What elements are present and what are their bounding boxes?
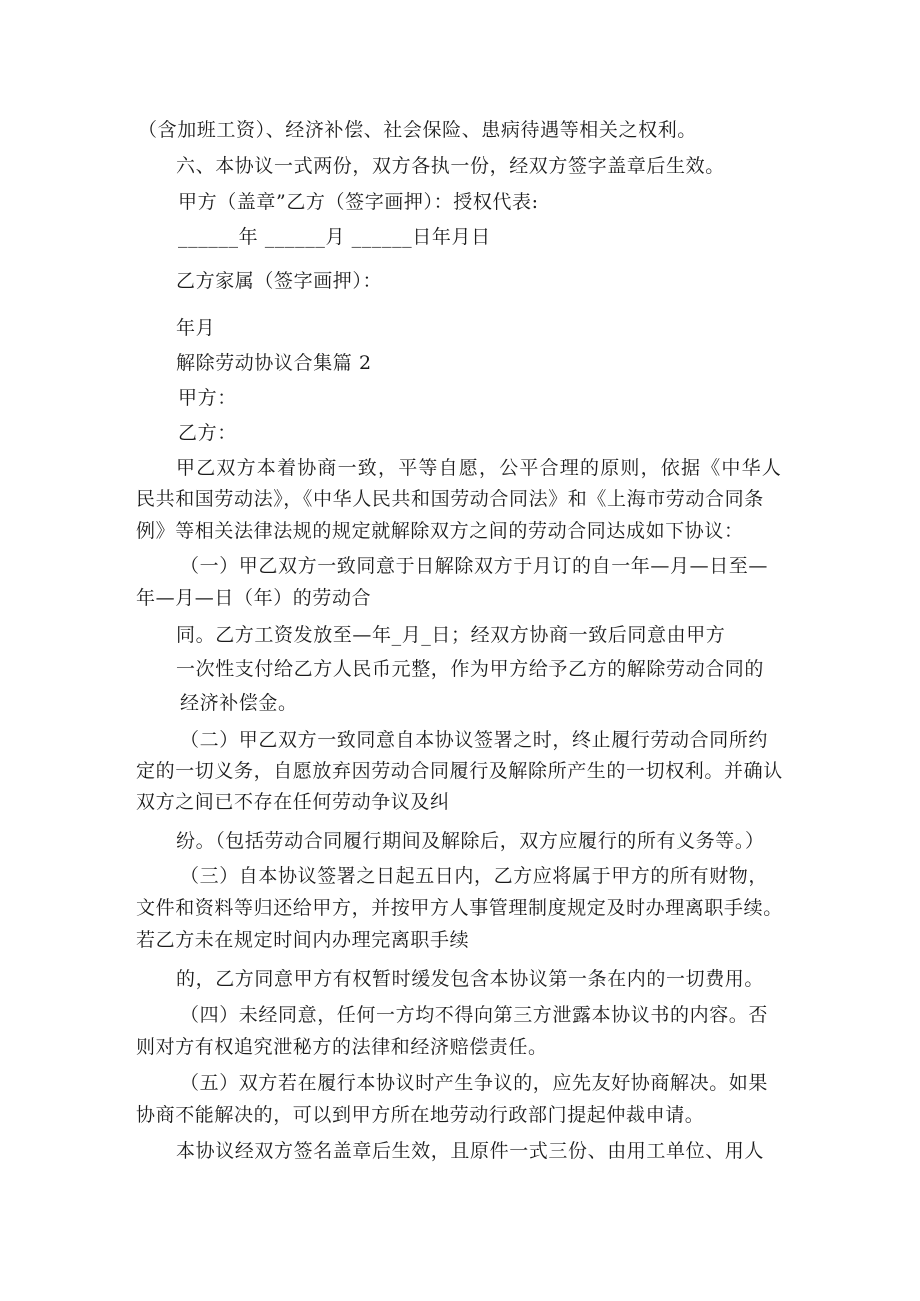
text-line: 年—月—日（年）的劳动合 bbox=[136, 587, 372, 609]
text-line: 甲方（盖章”乙方（签字画押）：授权代表: bbox=[178, 191, 539, 213]
text-line: 定的一切义务，自愿放弃因劳动合同履行及解除所产生的一切权利。并确认 bbox=[136, 760, 783, 782]
text-line: 乙方： bbox=[178, 422, 237, 444]
text-line: ______年 ______月 ______日年月日 bbox=[178, 226, 491, 248]
text-line: 乙方家属（签字画押）： bbox=[176, 270, 383, 292]
text-line: 文件和资料等归还给甲方，并按甲方人事管理制度规定及时办理离职手续。 bbox=[136, 897, 783, 919]
text-line: （三）自本协议签署之日起五日内，乙方应将属于甲方的所有财物， bbox=[180, 865, 769, 887]
text-line: 民共和国劳动法》，《中华人民共和国劳动合同法》和《上海市劳动合同条 bbox=[136, 488, 764, 510]
text-line: 例》等相关法律法规的规定就解除双方之间的劳动合同达成如下协议： bbox=[136, 520, 744, 542]
text-line: 六、本协议一式两份，双方各执一份，经双方签字盖章后生效。 bbox=[176, 155, 725, 177]
text-line: 纷。（包括劳动合同履行期间及解除后，双方应履行的所有义务等。） bbox=[176, 830, 765, 852]
text-line: 则对方有权追究泄秘方的法律和经济赔偿责任。 bbox=[136, 1036, 548, 1058]
text-line: （五）双方若在履行本协议时产生争议的，应先友好协商解决。如果 bbox=[180, 1072, 769, 1094]
text-line: 的，乙方同意甲方有权暂时缓发包含本协议第一条在内的一切费用。 bbox=[176, 968, 765, 990]
text-line: 双方之间已不存在任何劳动争议及纠 bbox=[136, 791, 450, 813]
text-line: 同。乙方工资发放至—年_月_日；经双方协商一致后同意由甲方 bbox=[176, 624, 726, 646]
text-line: 经济补偿金。 bbox=[180, 692, 298, 714]
text-line: （二）甲乙双方一致同意自本协议签署之时，终止履行劳动合同所约 bbox=[180, 729, 769, 751]
text-line: （一）甲乙双方一致同意于日解除双方于月订的自一年—月—日至— bbox=[180, 555, 769, 577]
text-line: 年月 bbox=[176, 317, 216, 339]
text-line: 协商不能解决的，可以到甲方所在地劳动行政部门提起仲裁申请。 bbox=[136, 1104, 705, 1126]
text-line: 若乙方未在规定时间内办理完离职手续 bbox=[136, 929, 470, 951]
text-line: 本协议经双方签名盖章后生效，且原件一式三份、由用工单位、用人 bbox=[176, 1140, 765, 1162]
text-line: （四）未经同意，任何一方均不得向第三方泄露本协议书的内容。否 bbox=[180, 1004, 769, 1026]
section-title: 解除劳动协议合集篇 2 bbox=[176, 352, 372, 374]
text-line: 一次性支付给乙方人民币元整，作为甲方给予乙方的解除劳动合同的 bbox=[176, 658, 765, 680]
text-line: （含加班工资）、经济补偿、社会保险、患病待遇等相关之权利。 bbox=[138, 119, 697, 141]
text-line: 甲乙双方本着协商一致，平等自愿，公平合理的原则，依据《中华人 bbox=[176, 457, 783, 479]
text-line: 甲方： bbox=[178, 387, 237, 409]
